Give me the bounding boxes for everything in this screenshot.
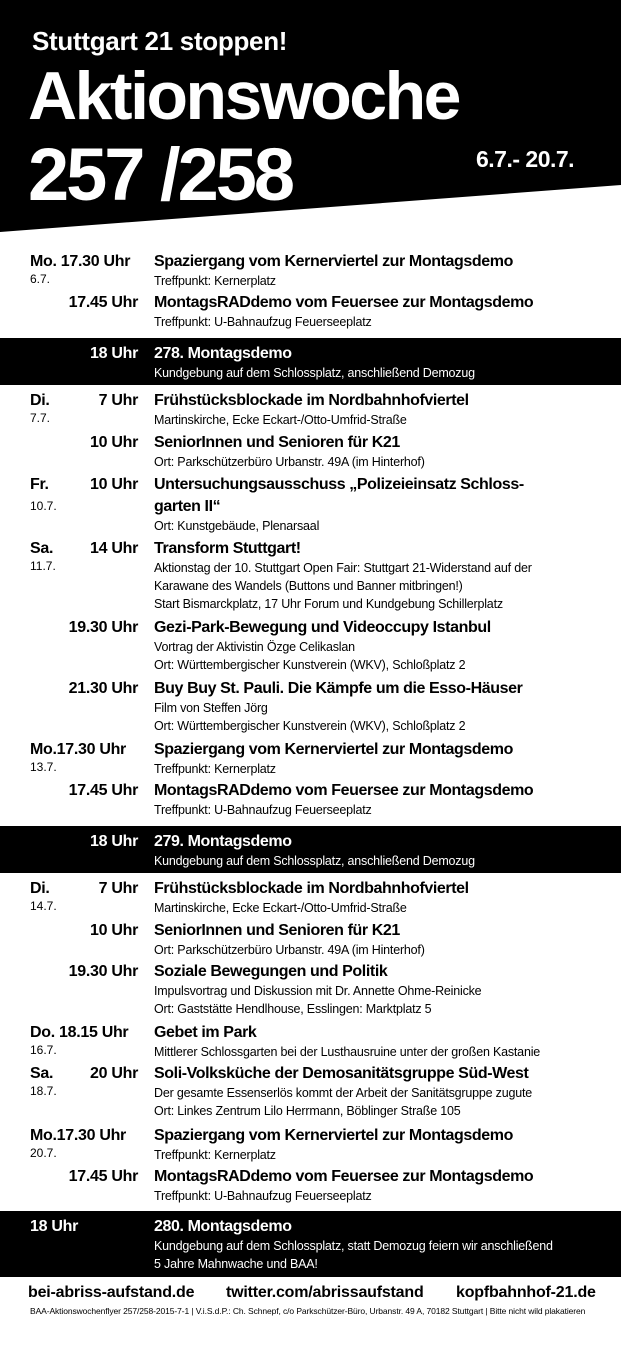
event-details (154, 313, 604, 331)
event-detail-line: 5 Jahre Mahnwache und BAA! (154, 1257, 318, 1271)
event-day: Sa. (30, 1065, 54, 1082)
event-detail-line: Kundgebung auf dem Schlossplatz, statt Demozug feiern wir anschließend (154, 1239, 553, 1253)
event-title: Transform Stuttgart! (154, 540, 301, 557)
event-details (154, 941, 604, 959)
header-date-range: 6.7.- 20.7. (476, 146, 575, 172)
event-details (154, 982, 604, 1018)
event-detail-line: Film von Steffen Jörg (154, 701, 268, 715)
event-details (154, 272, 604, 290)
event-title: MontagsRADdemo vom Feuersee zur Montagsdemo (154, 294, 534, 311)
event-detail-line: Ort: Parkschützerbüro Urbanstr. 49A (im Hinterhof) (154, 455, 425, 469)
event-title-continued: garten II“ (154, 498, 221, 515)
event-title: Gebet im Park (154, 1024, 257, 1041)
event-title: Gezi-Park-Bewegung und Videoccupy Istanbul (154, 619, 491, 636)
event-details (154, 1187, 604, 1205)
event-time: 10 Uhr (90, 476, 138, 493)
event-detail-line: Treffpunkt: U-Bahnaufzug Feuerseeplatz (154, 803, 372, 817)
event-time: 19.30 Uhr (68, 619, 138, 636)
event-date: 11.7. (30, 559, 56, 573)
event-time: 10 Uhr (90, 922, 138, 939)
event-time: 17.45 Uhr (68, 1168, 138, 1185)
event-details (154, 852, 604, 870)
website-link[interactable]: bei-abriss-aufstand.de (28, 1284, 195, 1301)
montagsdemo-bar (0, 1211, 621, 1277)
event-title: MontagsRADdemo vom Feuersee zur Montagsdemo (154, 782, 534, 799)
event-detail-line: Ort: Württembergischer Kunstverein (WKV), Schloßplatz 2 (154, 719, 466, 733)
event-time: 18 Uhr (90, 833, 138, 850)
event-details (154, 1146, 604, 1164)
event-detail-line: Aktionstag der 10. Stuttgart Open Fair: Stuttgart 21-Widerstand auf der (154, 561, 532, 575)
event-time: 14 Uhr (90, 540, 138, 557)
event-title: Soli-Volksküche der Demosanitätsgruppe Süd-West (154, 1065, 529, 1082)
event-day: Di. (30, 392, 50, 409)
event-title: Spaziergang vom Kernerviertel zur Montagsdemo (154, 741, 513, 758)
event-title: SeniorInnen und Senioren für K21 (154, 434, 400, 451)
event-detail-line: Ort: Linkes Zentrum Lilo Herrmann, Böblinger Straße 105 (154, 1104, 461, 1118)
event-detail-line: Ort: Württembergischer Kunstverein (WKV), Schloßplatz 2 (154, 658, 466, 672)
kopfbahnhof-link[interactable]: kopfbahnhof-21.de (456, 1284, 596, 1301)
event-detail-line: Treffpunkt: Kernerplatz (154, 1148, 276, 1162)
event-day: Sa. (30, 540, 54, 557)
event-detail-line: Treffpunkt: U-Bahnaufzug Feuerseeplatz (154, 1189, 372, 1203)
event-date: 14.7. (30, 899, 57, 913)
event-title: SeniorInnen und Senioren für K21 (154, 922, 400, 939)
event-title: 279. Montagsdemo (154, 833, 292, 850)
event-title: Buy Buy St. Pauli. Die Kämpfe um die Esso-Häuser (154, 680, 523, 697)
event-detail-line: Mittlerer Schlossgarten bei der Lusthausruine unter der großen Kastanie (154, 1045, 541, 1059)
event-time: 20 Uhr (90, 1065, 138, 1082)
event-date: 6.7. (30, 272, 51, 286)
event-day: Mo. 17.30 Uhr (30, 253, 131, 270)
event-detail-line: Karawane des Wandels (Buttons und Banner mitbringen!) (154, 579, 463, 593)
event-detail-line: Treffpunkt: Kernerplatz (154, 762, 276, 776)
event-title: Frühstücksblockade im Nordbahnhofviertel (154, 880, 469, 897)
event-day: Mo.17.30 Uhr (30, 1127, 126, 1144)
event-detail-line: Martinskirche, Ecke Eckart-/Otto-Umfrid-Straße (154, 413, 407, 427)
event-detail-line: Impulsvortrag und Diskussion mit Dr. Annette Ohme-Reinicke (154, 984, 482, 998)
event-details (154, 517, 604, 535)
event-details (154, 1084, 604, 1120)
event-detail-line: Ort: Gaststätte Hendlhouse, Esslingen: Marktplatz 5 (154, 1002, 432, 1016)
event-title: Soziale Bewegungen und Politik (154, 963, 388, 980)
event-date: 18.7. (30, 1084, 57, 1098)
event-day: Do. 18.15 Uhr (30, 1024, 129, 1041)
event-title: MontagsRADdemo vom Feuersee zur Montagsdemo (154, 1168, 534, 1185)
event-date: 10.7. (30, 499, 57, 513)
event-detail-line: Start Bismarckplatz, 17 Uhr Forum und Kundgebung Schillerplatz (154, 597, 503, 611)
event-time: 7 Uhr (98, 392, 138, 409)
event-time: 10 Uhr (90, 434, 138, 451)
footer-imprint: BAA-Aktionswochenflyer 257/258-2015-7-1 | V.i.S.d.P.: Ch. Schnepf, c/o Parkschützer-Büro, Urbanstr. 49 A, 70182 Stuttgart | Bitte nicht wild plakatieren (30, 1306, 586, 1316)
event-time: 19.30 Uhr (68, 963, 138, 980)
event-title: Spaziergang vom Kernerviertel zur Montagsdemo (154, 1127, 513, 1144)
event-day: 18 Uhr (30, 1218, 78, 1235)
event-title: Untersuchungsausschuss „Polizeieinsatz Schloss- (154, 476, 524, 493)
event-date: 13.7. (30, 760, 57, 774)
header-issue-number: 257 /258 (28, 133, 293, 216)
event-details (154, 760, 604, 778)
event-detail-line: Kundgebung auf dem Schlossplatz, anschließend Demozug (154, 366, 475, 380)
header-subtitle: Stuttgart 21 stoppen! (32, 26, 288, 56)
montagsdemo-bar (0, 826, 621, 873)
event-time: 17.45 Uhr (68, 294, 138, 311)
event-title: 278. Montagsdemo (154, 345, 292, 362)
event-time: 18 Uhr (90, 345, 138, 362)
event-date: 16.7. (30, 1043, 57, 1057)
event-time: 7 Uhr (98, 880, 138, 897)
event-title: 280. Montagsdemo (154, 1218, 292, 1235)
event-date: 7.7. (30, 411, 51, 425)
event-detail-line: Der gesamte Essenserlös kommt der Arbeit der Sanitätsgruppe zugute (154, 1086, 532, 1100)
event-detail-line: Ort: Kunstgebäude, Plenarsaal (154, 519, 320, 533)
event-time: 17.45 Uhr (68, 782, 138, 799)
event-detail-line: Ort: Parkschützerbüro Urbanstr. 49A (im Hinterhof) (154, 943, 425, 957)
event-details (154, 364, 604, 382)
event-details (154, 899, 604, 917)
event-time: 21.30 Uhr (68, 680, 138, 697)
event-title: Frühstücksblockade im Nordbahnhofviertel (154, 392, 469, 409)
event-details (154, 559, 604, 613)
event-detail-line: Kundgebung auf dem Schlossplatz, anschließend Demozug (154, 854, 475, 868)
event-date: 20.7. (30, 1146, 57, 1160)
event-detail-line: Vortrag der Aktivistin Özge Celikaslan (154, 640, 355, 654)
event-day: Mo.17.30 Uhr (30, 741, 126, 758)
event-details (154, 411, 604, 429)
event-day: Di. (30, 880, 50, 897)
event-detail-line: Martinskirche, Ecke Eckart-/Otto-Umfrid-Straße (154, 901, 407, 915)
event-detail-line: Treffpunkt: Kernerplatz (154, 274, 276, 288)
event-title: Spaziergang vom Kernerviertel zur Montagsdemo (154, 253, 513, 270)
twitter-link[interactable]: twitter.com/abrissaufstand (226, 1284, 424, 1301)
event-details (154, 801, 604, 819)
event-details (154, 1237, 604, 1273)
event-detail-line: Treffpunkt: U-Bahnaufzug Feuerseeplatz (154, 315, 372, 329)
event-details (154, 453, 604, 471)
event-details (154, 699, 604, 735)
event-day: Fr. (30, 476, 49, 493)
montagsdemo-bar (0, 338, 621, 385)
header-title: Aktionswoche (28, 58, 459, 134)
event-details (154, 1043, 604, 1061)
event-details (154, 638, 604, 674)
